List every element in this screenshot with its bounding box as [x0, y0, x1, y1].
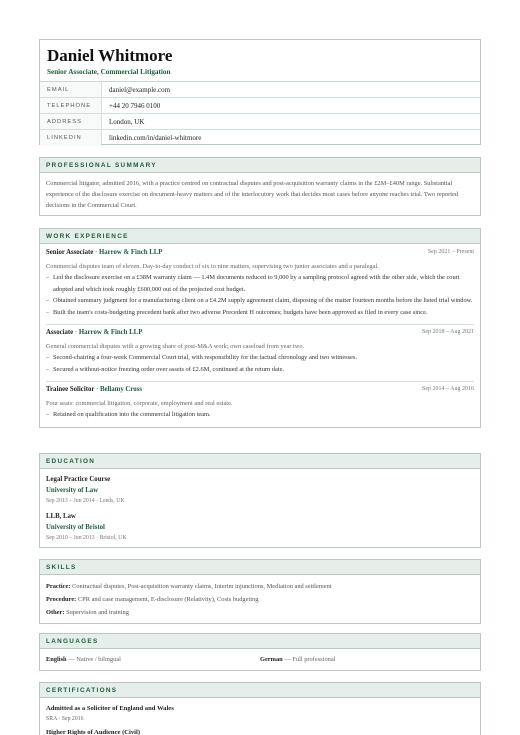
job-employer: Harrow & Finch LLP: [98, 249, 163, 256]
job-entry: [46, 249, 474, 320]
skill-value: Contractual disputes, Post-acquisition warranty claims, Interim injunctions, Mediation and settlement: [72, 583, 332, 590]
education-degree: Legal Practice Course: [46, 476, 111, 483]
job-bullets: [46, 272, 474, 318]
job-title: Trainee Solicitor: [46, 386, 95, 393]
job-title: Associate: [46, 329, 74, 336]
divider: [46, 381, 474, 382]
job-dates: Sep 2021 – Present: [427, 249, 474, 255]
certification-entry: [46, 703, 474, 724]
contact-row-telephone: [40, 98, 480, 114]
language-name: German: [260, 656, 283, 663]
section-heading: LANGUAGES: [40, 634, 480, 649]
divider: [46, 324, 474, 325]
job-employer: Harrow & Finch LLP: [78, 329, 143, 336]
job-separator: ·: [74, 329, 78, 336]
education-entry: [46, 474, 474, 506]
job-description: Four seats: commercial litigation, corporate, employment and real estate.: [46, 400, 233, 407]
certifications-section: [39, 682, 481, 735]
education-entry: [46, 511, 474, 543]
header-box: [39, 39, 481, 145]
certification-meta: SRA · Sep 2016: [46, 716, 84, 722]
skill-value: Supervision and training: [66, 609, 129, 616]
skill-label: Procedure:: [46, 596, 77, 603]
skill-label: Practice:: [46, 583, 71, 590]
section-heading: PROFESSIONAL SUMMARY: [40, 158, 480, 173]
contact-row-address: [40, 114, 480, 130]
job-separator: ·: [95, 386, 99, 393]
contact-label: TELEPHONE: [40, 98, 102, 113]
skills-section: [39, 559, 481, 624]
address-value: London, UK: [109, 118, 145, 126]
summary-section: [39, 157, 481, 216]
linkedin-value[interactable]: linkedin.com/in/daniel-whitmore: [109, 134, 202, 142]
job-description: General commercial disputes with a growing share of post-M&A work; own caseload from year two.: [46, 343, 305, 350]
job-employer: Bellamy Cross: [99, 386, 142, 393]
summary-text: Commercial litigator, admitted 2016, with a practice centred on contractual disputes and post-acquisition warranty claims in the £2M–£40M range. Substantial experience of the disclosure exercise on document-heavy matters and of the interlocutory work that decides most cases before anyone reaches trial. Two reported decisions in the Commercial Court.: [46, 180, 459, 209]
contact-row-linkedin: [40, 130, 480, 146]
contact-label: EMAIL: [40, 82, 102, 97]
job-bullet: – Built the team's costs-budgeting precedent bank after two adverse Precedent H outcomes; budgets have been approved as filed in every case since.: [46, 307, 474, 319]
language-item: [260, 654, 474, 666]
contact-table: [40, 81, 480, 146]
section-heading: WORK EXPERIENCE: [40, 229, 480, 244]
job-dates: Sep 2014 – Aug 2016: [421, 386, 474, 392]
languages-row: [46, 654, 474, 666]
contact-label: ADDRESS: [40, 114, 102, 129]
education-institution: University of Bristol: [46, 524, 105, 531]
job-title: Senior Associate: [46, 249, 94, 256]
job-separator: ·: [94, 249, 98, 256]
language-name: English: [46, 656, 67, 663]
contact-row-email: [40, 82, 480, 98]
education-degree: LLB, Law: [46, 513, 76, 520]
section-heading: SKILLS: [40, 560, 480, 575]
job-bullet: – Led the disclosure exercise on a £38M warranty claim — 1.4M documents reduced to 9,000 by a sampling protocol agreed with the other side, which the court adopted and which took roughly £600,000 out of the projected cost budget.: [46, 272, 474, 295]
skill-row: [46, 593, 474, 606]
candidate-name: Daniel Whitmore: [47, 46, 173, 65]
job-entry: [46, 386, 474, 423]
job-bullet: – Secured a without-notice freezing order over assets of £2.6M, continued at the return date.: [46, 364, 474, 376]
experience-section: [39, 228, 481, 428]
skill-value: CPR and case management, E-disclosure (Relativity), Costs budgeting: [77, 596, 259, 603]
job-dates: Sep 2018 – Aug 2021: [421, 329, 474, 335]
job-description: Commercial disputes team of eleven. Day-to-day conduct of six to nine matters, supervising two junior associates and a paralegal.: [46, 263, 379, 270]
job-bullet: – Obtained summary judgment for a manufacturing client on a £4.2M supply agreement claim, disposing of the matter fourteen months before the listed trial window.: [46, 295, 474, 307]
education-institution: University of Law: [46, 487, 99, 494]
job-bullet: – Retained on qualification into the commercial litigation team.: [46, 409, 474, 421]
skill-row: [46, 580, 474, 593]
certification-name: Admitted as a Solicitor of England and Wales: [46, 705, 174, 712]
job-bullets: [46, 409, 474, 421]
language-level: — Native / bilingual: [68, 656, 121, 663]
job-bullets: [46, 352, 474, 375]
education-meta: Sep 2010 – Jun 2013 · Bristol, UK: [46, 535, 127, 541]
certification-name: Higher Rights of Audience (Civil): [46, 729, 141, 735]
certification-entry: [46, 727, 474, 735]
education-meta: Sep 2013 – Jun 2014 · Leeds, UK: [46, 498, 125, 504]
skill-label: Other:: [46, 609, 65, 616]
section-heading: CERTIFICATIONS: [40, 683, 480, 698]
job-heading: [46, 329, 142, 341]
contact-label: LINKEDIN: [40, 130, 102, 146]
skill-row: [46, 606, 474, 619]
job-heading: [46, 386, 142, 398]
email-value[interactable]: daniel@example.com: [109, 86, 171, 94]
job-entry: [46, 329, 474, 377]
education-section: [39, 453, 481, 548]
job-bullet: – Second-chairing a four-week Commercial Court trial, with responsibility for the factual chronology and two witnesses.: [46, 352, 474, 364]
languages-section: [39, 633, 481, 671]
language-level: — Full professional: [284, 656, 336, 663]
language-item: [46, 654, 260, 666]
telephone-value[interactable]: +44 20 7946 0100: [109, 102, 161, 110]
section-heading: EDUCATION: [40, 454, 480, 469]
candidate-role: Senior Associate, Commercial Litigation: [47, 68, 171, 76]
job-heading: [46, 249, 162, 261]
